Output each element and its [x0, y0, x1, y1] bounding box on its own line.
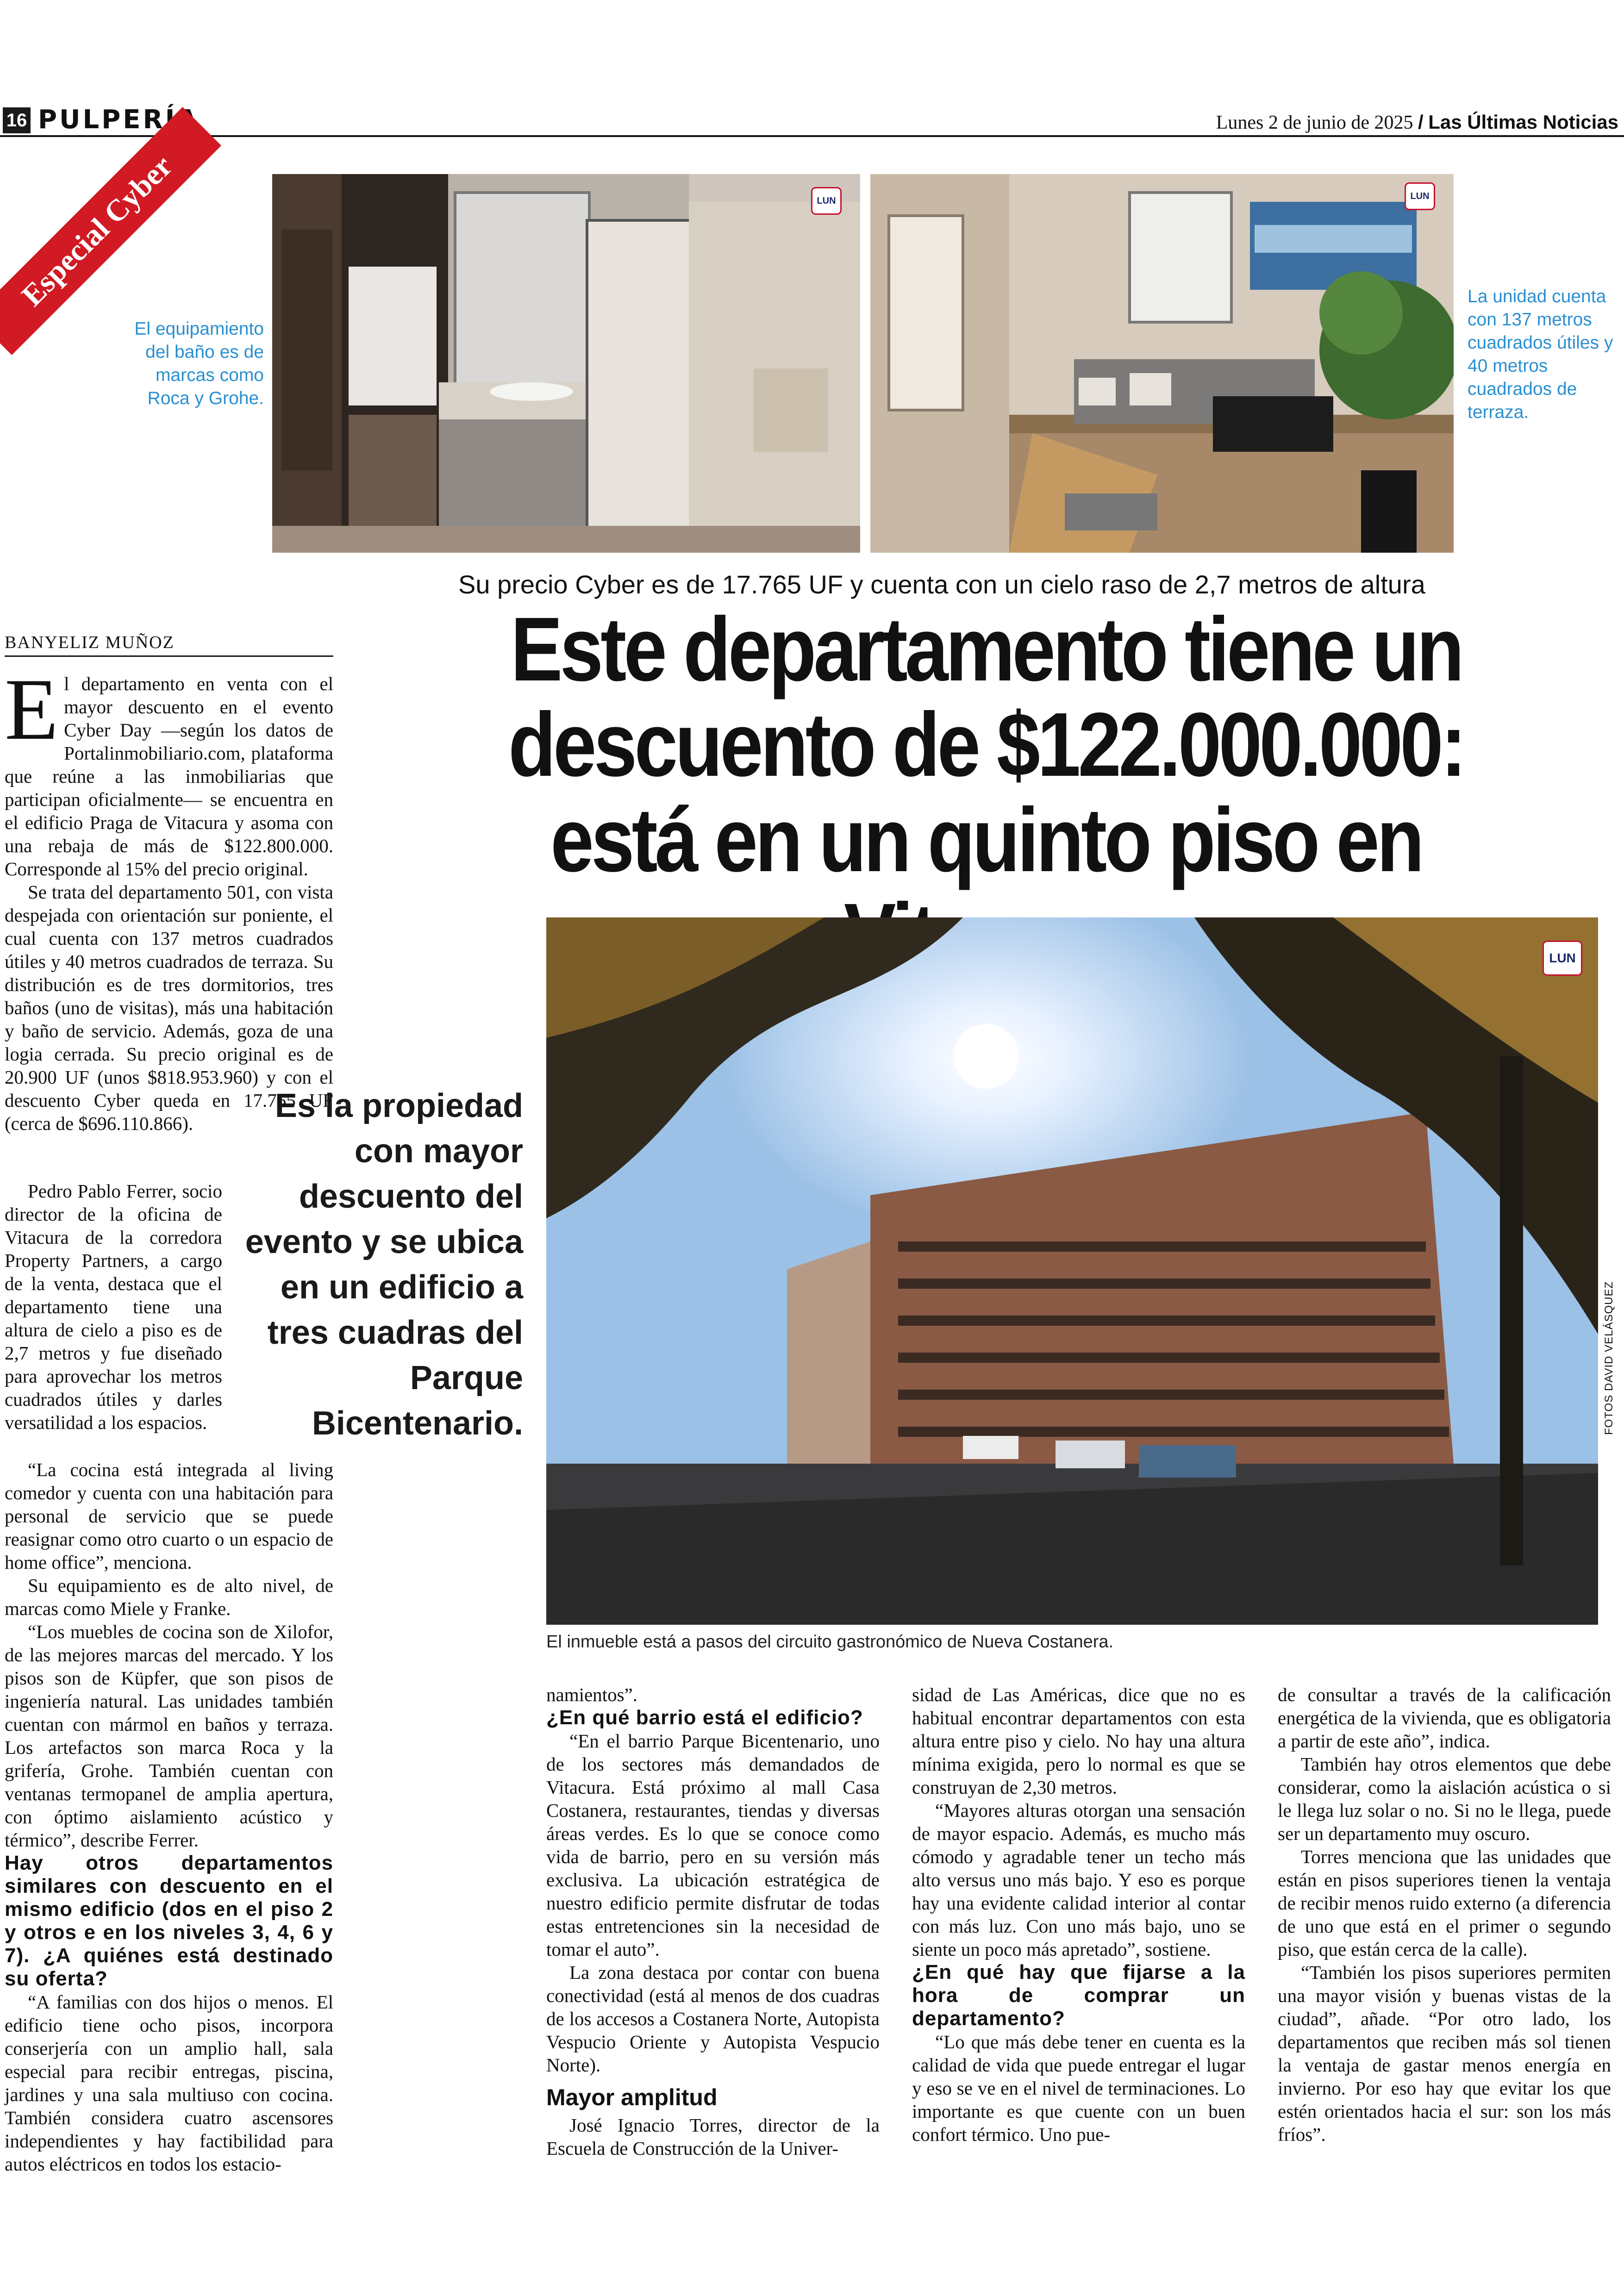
header-rule [0, 135, 1624, 137]
section-title: PULPERÍA [38, 105, 200, 135]
question: ¿En qué hay que fijarse a la hora de comprar un departamento? [912, 1961, 1245, 2030]
building-photo [546, 917, 1598, 1625]
special-ribbon: Especial Cyber [0, 107, 221, 355]
paragraph: “Mayores alturas otorgan una sensación de mayor espacio. Además, es mucho más cómodo y agradable tener un techo más alto versus uno más bajo. Y eso es porque hay una evidente calidad interior al contar con más luz. Con uno más bajo, uno se siente un poco más apretado”, sostiene. [912, 1800, 1245, 1960]
article-headline: Este departamento tiene un descuento de $122.000.000: está en un quinto piso en [508, 599, 1464, 891]
paragraph: l departamento en venta con el mayor descuento en el evento Cyber Day —según los datos de Portalinmobiliario.com, plataforma que reúne a las inmobiliarias que participan oficialmente— se encuentra en el edificio Praga de Vitacura y asoma con una rebaja de más de $122.800.000. Corresponde al 15% del precio original. [5, 673, 333, 879]
paragraph: “En el barrio Parque Bicentenario, uno de los sectores más demandados de Vitacura. Está próximo al mall Casa Costanera, restaurantes, tiendas y diversas áreas verdes. Es lo que se conoce como vida de barrio, pero en su versión más exclusiva. La ubicación estratégica de nuestro edificio permite disfrutar de todas estas entretenciones sin la necesidad de tomar el auto”. [546, 1730, 880, 1960]
paragraph: “Lo que más debe tener en cuenta es la calidad de vida que puede entregar el lugar y eso se ve en el nivel de terminaciones. Lo importante es que cuente con un buen confort térmico. Uno pue- [912, 2031, 1245, 2145]
paragraph: Se trata del departamento 501, con vista despejada con orientación sur poniente, el cual cuenta con 137 metros cuadrados útiles y 40 metros cuadrados de terraza. Su distribución es de tres dormitorios, tres baños (uno de visitas), más una habitación y baño de servicio. Además, goza de una logia cerrada. Su precio original es de 20.900 UF (unos $818.953.960) y con el descuento Cyber queda en 17.765 UF (cerca de $696.110.866). [5, 881, 333, 1134]
living-room-photo [870, 174, 1454, 553]
building-caption: El inmueble está a pasos del circuito gastronómico de Nueva Costanera. [546, 1632, 1114, 1652]
paragraph: “Los muebles de cocina son de Xilofor, de las mejores marcas del mercado. Y los pisos son de Küpfer, que son pisos de ingeniería natural. Las unidades también cuentan con mármol en baños y terraza. Los artefactos son marca Roca y la grifería, Grohe. También cuentan con ventanas termopanel de amplia apertura, con óptimo aislamiento acústico y térmico”, describe Ferrer. [5, 1621, 333, 1851]
byline: BANYELIZ MUÑOZ [5, 632, 333, 657]
paragraph: “A familias con dos hijos o menos. El edificio tiene ocho pisos, incorpora conserjería con un amplio hall, sala especial para recibir entregas, piscina, jardines y una sala multiuso con cocina. También considera cuatro ascensores independientes y hay factibilidad para autos eléctricos en todos los estacio- [5, 1991, 333, 2175]
paragraph: de consultar a través de la calificación energética de la vivienda, que es obligatoria a partir de este año”, indica. [1278, 1684, 1611, 1752]
article-column-3 [912, 1683, 1245, 2146]
paragraph: sidad de Las Américas, dice que no es habitual encontrar departamentos con esta altura entre piso y cielo. No hay una altura mínima exigida, pero lo normal es que se construyan de 2,30 metros. [912, 1684, 1245, 1798]
paragraph: La zona destaca por contar con buena conectividad (está al menos de dos cuadras de los accesos a Costanera Norte, Autopista Vespucio Oriente y Autopista Vespucio Norte). [546, 1962, 880, 2076]
drop-cap: E [5, 661, 59, 758]
bathroom-caption: El equipamiento del baño es de marcas como Roca y Grohe. [134, 319, 264, 408]
living-caption: La unidad cuenta con 137 metros cuadrados útiles y 40 metros cuadrados de terraza. [1468, 287, 1613, 422]
article-kicker: Su precio Cyber es de 17.765 UF y cuenta con un cielo raso de 2,7 metros de altura [458, 570, 1425, 599]
lun-logo-icon: LUN [811, 187, 842, 215]
date-text: Lunes 2 de junio de 2025 [1216, 112, 1413, 133]
article-column-1-narrow [5, 1179, 222, 1434]
lun-logo-icon: LUN [1405, 182, 1435, 210]
article-column-1 [5, 661, 333, 1135]
article-column-4 [1278, 1683, 1611, 2146]
paragraph: Su equipamiento es de alto nivel, de marcas como Miele y Franke. [5, 1575, 333, 1619]
living-room-illustration [870, 174, 1454, 553]
publication-name: Las Últimas Noticias [1428, 111, 1618, 133]
lun-logo-icon: LUN [1543, 941, 1582, 976]
issue-date [1216, 111, 1618, 134]
photo-credit: FOTOS DAVID VELÁSQUEZ [1603, 1281, 1615, 1435]
building-illustration [546, 917, 1598, 1625]
bathroom-photo [272, 174, 860, 553]
question: ¿En qué barrio está el edificio? [546, 1706, 863, 1729]
paragraph: “La cocina está integrada al living comedor y cuenta con una habitación para personal de servicio que se puede reasignar como otro cuarto o un espacio de home office”, menciona. [5, 1459, 333, 1573]
paragraph: Pedro Pablo Ferrer, socio director de la oficina de Vitacura de la corredora Property Partners, a cargo de la venta, destaca que el departamento tiene una altura de cielo a piso es de 2,7 metros y fue diseñado para aprovechar los metros cuadrados útiles y darles versatilidad a los espacios. [5, 1180, 222, 1433]
paragraph: José Ignacio Torres, director de la Escuela de Construcción de la Univer- [546, 2114, 880, 2159]
paragraph: También hay otros elementos que debe considerar, como la aislación acústica o si le llega luz solar o no. Si no le llega, puede ser un departamento muy oscuro. [1278, 1753, 1611, 1844]
paragraph: “También los pisos superiores permiten una mayor visión y buenas vistas de la ciudad”, añade. “Por otro lado, los departamentos que reciben más sol tienen la ventaja de gastar menos energía en invierno. Por eso hay que evitar los que estén orientados hacia el sur: son los más fríos”. [1278, 1962, 1611, 2145]
question: Hay otros departamentos similares con descuento en el mismo edificio (dos en el piso 2 y otros e en los niveles 3, 4, 6 y 7). ¿A quiénes está destinado su oferta? [5, 1852, 333, 1990]
article-column-2 [546, 1683, 880, 2160]
subheading: Mayor amplitud [546, 2084, 718, 2110]
bathroom-illustration [272, 174, 860, 553]
paragraph: namientos”. [546, 1684, 637, 1705]
article-column-1-lower [5, 1458, 333, 2176]
paragraph: Torres menciona que las unidades que están en pisos superiores tienen la ventaja de recibir menos ruido externo (a diferencia de uno que está en el primer o segundo piso, que están cerca de la calle). [1278, 1846, 1611, 1960]
pull-quote: Es la propiedad con mayor descuento del evento y se ubica en un edificio a tres cuadras del Parque Bicentenario. [245, 1087, 523, 1442]
date-separator: / [1418, 111, 1424, 133]
page-number: 16 [3, 107, 31, 133]
